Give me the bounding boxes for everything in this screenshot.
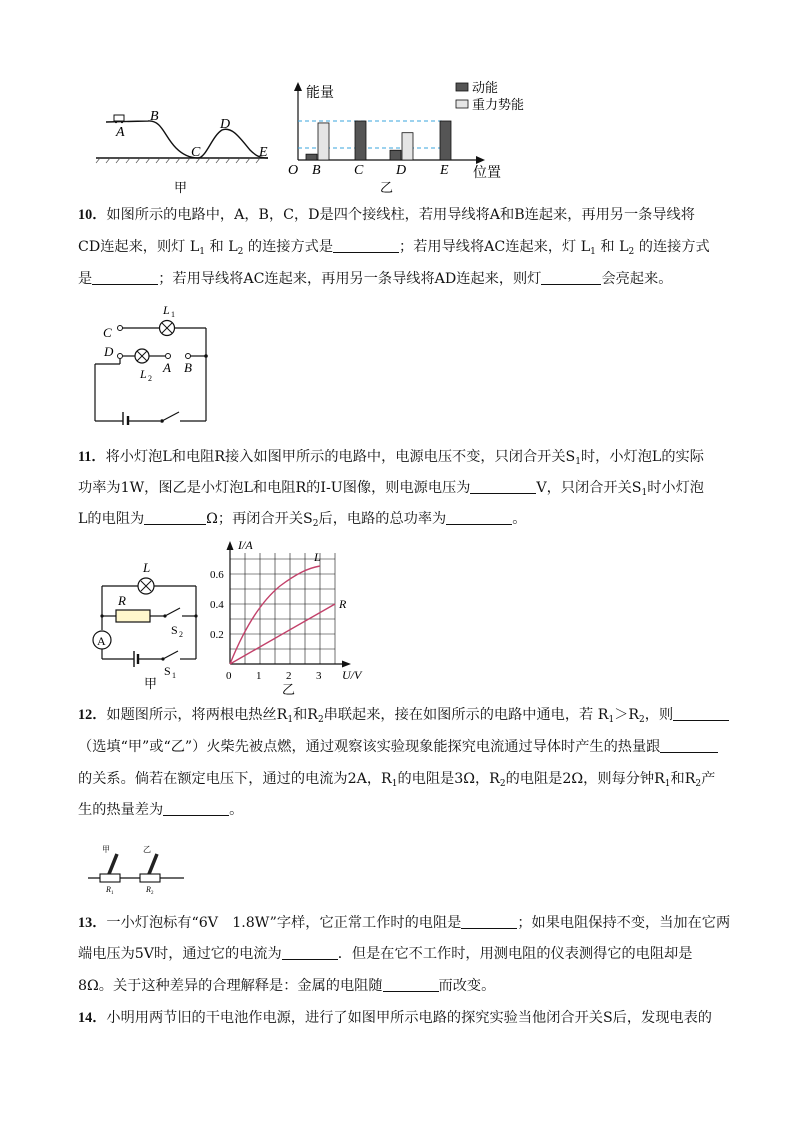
graph-xtick-0: 0	[226, 670, 232, 682]
l2-label: L	[140, 367, 147, 381]
bar-potential-b	[318, 123, 329, 160]
chart-origin: O	[288, 163, 299, 178]
q12-line-3	[78, 769, 715, 789]
chart-xtick-c: C	[354, 163, 364, 178]
track-label-e: E	[259, 145, 268, 160]
q13-text-1b: ；如果电阻保持不变，当加在它两	[517, 915, 731, 931]
q10-line-2	[78, 237, 710, 257]
q11-circuit-diagram	[88, 554, 208, 692]
q12-text-3c: 的电阻是2Ω，则每分钟R	[505, 771, 665, 787]
terminal-b[interactable]	[186, 354, 191, 359]
q10-text-2e: 和 L	[595, 239, 629, 255]
q12-text-3d: 和R	[670, 771, 696, 787]
bar-potential-d	[402, 133, 413, 160]
q10-text-3c: 会亮起来。	[601, 271, 673, 287]
circuit-caption: 甲	[144, 676, 158, 691]
sub-2: 2	[695, 779, 702, 789]
sub-2: 2	[312, 519, 319, 529]
sub-2: 2	[317, 715, 324, 725]
terminal-c[interactable]	[118, 326, 123, 331]
legend-kinetic: 动能	[472, 80, 499, 95]
q12-text-3a: 的关系。倘若在额定电压下，通过的电流为2A，R	[78, 771, 392, 787]
track-label-d: D	[220, 117, 231, 132]
q10-line-1	[78, 205, 695, 225]
legend-potential: 重力势能	[472, 97, 525, 112]
sub-1: 1	[608, 715, 615, 725]
energy-bar-chart	[288, 80, 524, 195]
matchstick-yi-icon	[149, 854, 157, 874]
sub-2: 2	[639, 715, 645, 725]
q12-number: 12．	[78, 707, 107, 723]
legend-swatch-potential	[456, 100, 468, 108]
q13-answer-blank-3[interactable]	[383, 977, 439, 992]
bar-kinetic-e	[440, 121, 451, 160]
s2-label: S	[171, 623, 178, 637]
track-label-c: C	[191, 145, 201, 160]
q12-line-4	[78, 800, 243, 820]
q14-text-1a: 小明用两节旧的干电池作电源，进行了如图甲所示电路的探究实验当他闭合开关S后，发现电表的	[106, 1010, 712, 1026]
sub-1: 1	[641, 488, 648, 498]
r2-label: R	[146, 885, 151, 894]
q11-answer-blank-1[interactable]	[470, 479, 536, 494]
q12-text-1e: ，则	[644, 707, 674, 723]
s1-label: S	[164, 664, 171, 678]
q11-iu-graph	[206, 538, 366, 696]
graph-grid	[230, 553, 335, 664]
resistor-icon	[116, 610, 150, 622]
graph-xtick-1: 1	[256, 670, 262, 682]
terminal-c-label: C	[103, 325, 112, 340]
q13-text-2b: ．但是在它不工作时，用测电阻的仪表测得它的电阻却是	[337, 946, 693, 962]
q11-text-2a: 功率为1W，图乙是小灯泡L和电阻R的I-U图像，则电源电压为	[78, 480, 471, 496]
q11-text-2c: 时小灯泡	[647, 480, 704, 496]
q13-line-3	[78, 976, 495, 996]
graph-xlabel: U/V	[342, 668, 362, 682]
q10-text-2b: 和 L	[205, 239, 238, 255]
resistor-r2-icon	[140, 874, 160, 882]
energy-figure	[90, 78, 550, 200]
chart-xtick-d: D	[396, 163, 407, 178]
q10-text-3a: 是	[78, 271, 93, 287]
q12-line-1	[78, 705, 729, 725]
q13-text-3b: 而改变。	[438, 978, 496, 994]
q10-answer-blank-2[interactable]	[92, 270, 158, 285]
q10-text-2f: 的连接方式	[634, 239, 710, 255]
graph-ylabel: I/A	[238, 538, 253, 552]
l1-label: L	[163, 303, 170, 317]
q12-text-3b: 的电阻是3Ω，R	[397, 771, 500, 787]
s1-subscript: 1	[172, 671, 176, 680]
q12-text-1a: 如题图所示，将两根电热丝R	[106, 707, 288, 723]
chart-xtick-b: B	[312, 163, 321, 178]
sub-1: 1	[575, 457, 581, 467]
q10-text-2d: ；若用导线将AC连起来，灯 L	[399, 239, 591, 255]
terminal-b-label: B	[184, 360, 192, 375]
sub-1: 1	[199, 247, 206, 257]
yi-label: 乙	[143, 845, 151, 854]
q10-text-3b: ；若用导线将AC连起来，再用另一条导线将AD连起来，则灯	[158, 271, 542, 287]
q10-line-3	[78, 269, 672, 289]
q12-text-2a: （选填“甲”或“乙”）火柴先被点燃，通过观察该实验现象能探究电流通过导体时产生的热量跟	[78, 739, 661, 755]
chart-xlabel: 位置	[473, 166, 501, 181]
bar-kinetic-d	[390, 150, 401, 160]
matchstick-jia-icon	[109, 854, 117, 874]
s2-subscript: 2	[179, 630, 183, 639]
q10-answer-blank-1[interactable]	[333, 238, 399, 253]
l2-subscript: 2	[148, 374, 152, 383]
q11-answer-blank-2[interactable]	[144, 510, 206, 525]
switch-s1-icon[interactable]	[163, 651, 178, 659]
q13-answer-blank-2[interactable]	[282, 945, 338, 960]
legend-swatch-kinetic	[456, 83, 468, 91]
bar-kinetic-b	[306, 154, 317, 160]
q11-text-2b: V，只闭合开关S	[536, 480, 642, 496]
graph-caption: 乙	[282, 682, 296, 696]
graph-xtick-3: 3	[316, 670, 322, 682]
track-label-a: A	[116, 125, 125, 140]
q13-number: 13．	[78, 915, 107, 931]
q13-text-3a: 8Ω。关于这种差异的合理解释是：金属的电阻随	[78, 978, 383, 994]
q12-answer-blank-3[interactable]	[163, 801, 229, 816]
chart-caption: 乙	[380, 180, 394, 195]
sub-1: 1	[664, 779, 671, 789]
q11-text-3b: Ω；再闭合开关S	[206, 511, 313, 527]
track-label-b: B	[150, 109, 159, 124]
terminal-d[interactable]	[118, 354, 123, 359]
q12-line-2	[78, 737, 718, 757]
r1-label: R	[106, 885, 111, 894]
q11-text-3a: L的电阻为	[78, 511, 145, 527]
curve-r-label: R	[339, 597, 347, 611]
graph-xtick-2: 2	[286, 670, 292, 682]
terminal-a-label: A	[163, 360, 171, 375]
switch-s2-icon[interactable]	[165, 608, 180, 616]
q12-answer-blank-1[interactable]	[673, 706, 729, 721]
q12-text-4b: 。	[229, 802, 244, 818]
q10-circuit-diagram	[90, 300, 220, 425]
q11-answer-blank-3[interactable]	[446, 510, 512, 525]
q11-number: 11．	[78, 449, 106, 465]
q13-line-2	[78, 944, 692, 964]
q10-text-2a: CD连起来，则灯 L	[78, 239, 200, 255]
resistor-r1-icon	[100, 874, 120, 882]
q12-text-1d: ＞R	[614, 707, 640, 723]
q12-text-1b: 和R	[293, 707, 318, 723]
q11-line-2	[78, 478, 704, 498]
chart-xtick-e: E	[440, 163, 449, 178]
sub-2: 2	[499, 779, 506, 789]
jia-label: 甲	[102, 845, 110, 854]
q13-text-2a: 端电压为5V时，通过它的电流为	[78, 946, 282, 962]
l1-subscript: 1	[171, 310, 175, 319]
q14-line-1	[78, 1008, 712, 1028]
q11-line-3	[78, 509, 526, 529]
q11-text-1b: 时，小灯泡L的实际	[580, 449, 704, 465]
terminal-a[interactable]	[166, 354, 171, 359]
terminal-d-label: D	[104, 344, 114, 359]
r2-subscript: 2	[151, 891, 154, 896]
sub-2: 2	[237, 247, 244, 257]
r1-subscript: 1	[111, 891, 114, 896]
switch-icon[interactable]	[162, 412, 179, 421]
q13-answer-blank-1[interactable]	[461, 914, 517, 929]
q12-text-4a: 生的热量差为	[78, 802, 164, 818]
graph-ytick-0-6: 0.6	[210, 569, 224, 581]
q10-text-2c: 的连接方式是	[243, 239, 334, 255]
q11-text-1a: 将小灯泡L和电阻R接入如图甲所示的电路中，电源电压不变，只闭合开关S	[105, 449, 576, 465]
ammeter-label: A	[97, 634, 106, 648]
resistor-label: R	[118, 593, 126, 608]
q11-text-3d: 。	[512, 511, 527, 527]
graph-ytick-0-4: 0.4	[210, 599, 224, 611]
q13-line-1	[78, 913, 730, 933]
track-caption: 甲	[174, 180, 188, 195]
track-diagram	[96, 109, 268, 195]
q13-text-1a: 一小灯泡标有“6V 1.8W”字样，它正常工作时的电阻是	[106, 915, 462, 931]
q11-text-3c: 后，电路的总功率为	[318, 511, 447, 527]
sub-1: 1	[391, 779, 398, 789]
sub-1: 1	[590, 247, 596, 257]
q11-line-1	[78, 447, 704, 467]
lamp-label: L	[143, 560, 151, 575]
q12-text-3e: 产	[701, 771, 716, 787]
q12-answer-blank-2[interactable]	[660, 738, 718, 753]
q10-number: 10．	[78, 207, 107, 223]
q10-text-1: 如图所示的电路中，A，B，C，D是四个接线柱，若用导线将A和B连起来，再用另一条导线将	[106, 207, 695, 223]
sub-2: 2	[628, 247, 635, 257]
q12-heating-wire-diagram	[86, 840, 186, 896]
bar-kinetic-c	[355, 121, 366, 160]
q10-answer-blank-3[interactable]	[541, 270, 601, 285]
chart-ylabel: 能量	[306, 86, 334, 101]
graph-ytick-0-2: 0.2	[210, 629, 224, 641]
q14-number: 14．	[78, 1010, 107, 1026]
curve-l-label: L	[314, 550, 321, 564]
sub-1: 1	[287, 715, 294, 725]
q12-text-1c: 串联起来，接在如图所示的电路中通电，若 R	[323, 707, 609, 723]
